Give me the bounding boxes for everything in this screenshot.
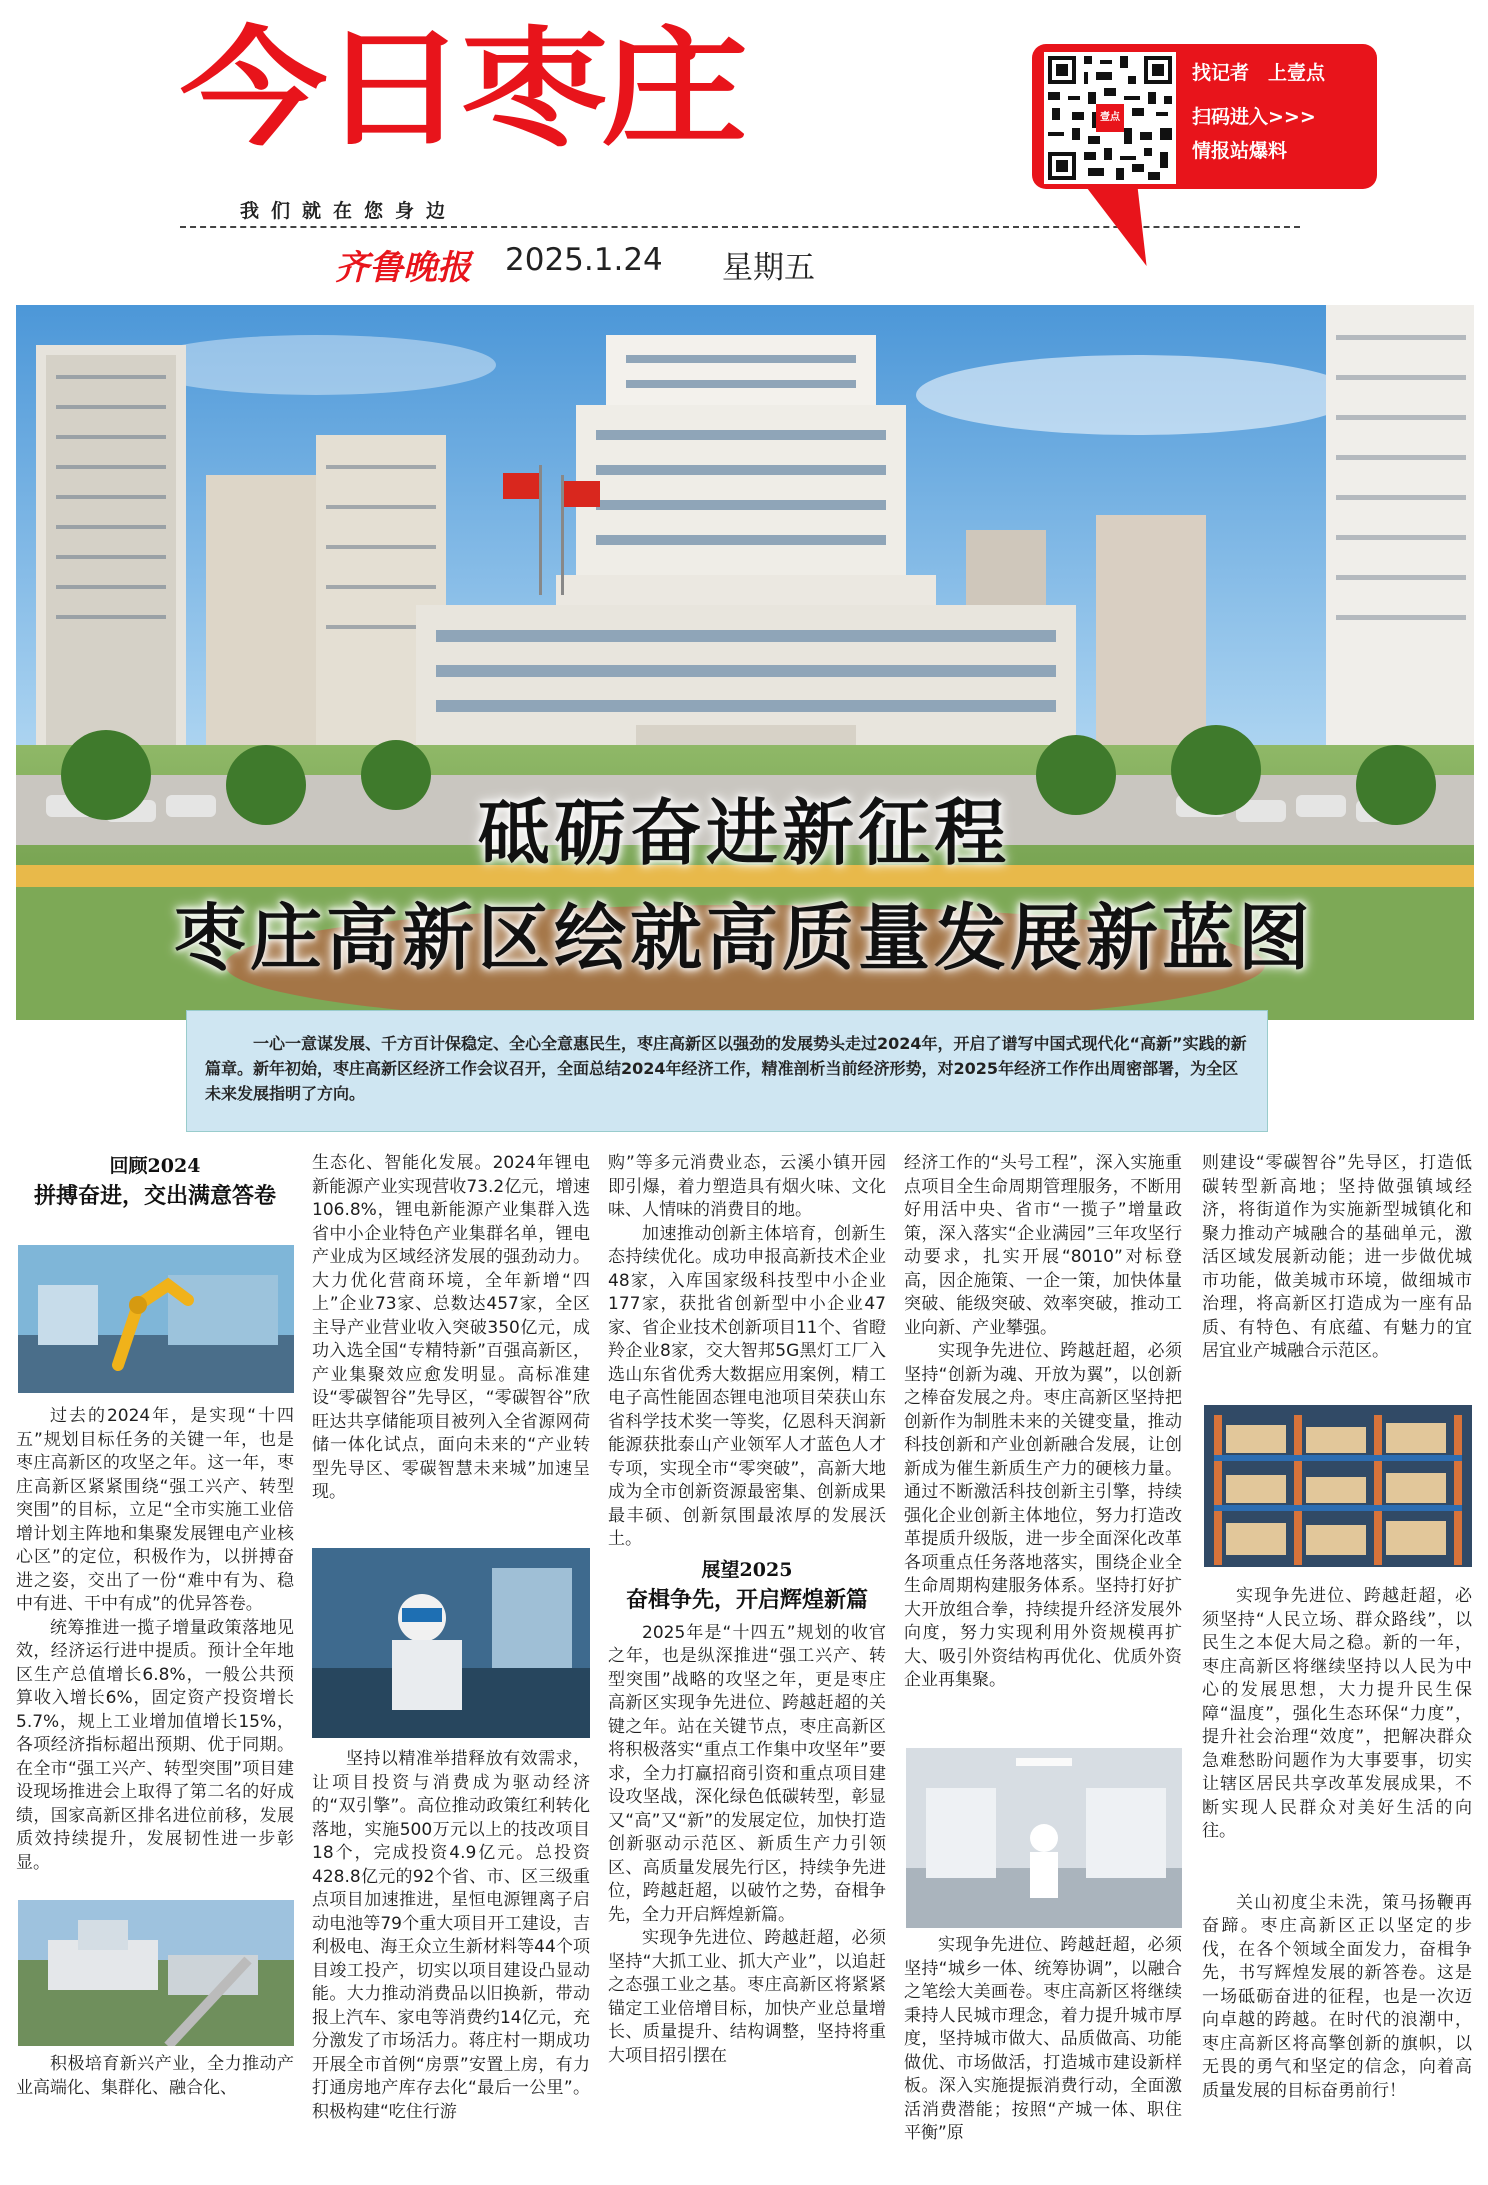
section-2-heading <box>608 1556 886 1616</box>
factory-worker-photo <box>312 1548 590 1738</box>
paper-name: 齐鲁晚报 <box>335 248 471 288</box>
headline-line-2: 枣庄高新区绘就高质量发展新蓝图 <box>173 895 1314 980</box>
issue-weekday: 星期五 <box>722 250 815 286</box>
masthead-logo: 今日枣庄 <box>180 15 742 164</box>
qr-line-2: 扫码进入>>> <box>1192 106 1316 128</box>
column-4-body <box>904 1934 1182 2146</box>
column-1 <box>16 1152 294 1212</box>
issue-date: 2025.1.24 <box>505 242 663 278</box>
headline-line-1: 砥砺奋进新征程 <box>477 790 1010 875</box>
col2-paragraph-2: 坚持以精准举措释放有效需求，让项目投资与消费成为驱动经济的“双引擎”。高位推动政策红利转化落地，实施500万元以上的技改项目18个，完成投资4.9亿元。总投资428.8亿元的92个省、市、区三级重点项目加速推进，星恒电源锂离子启动电池等79个重大项目开工建设，吉利极电、海王众立生新材料等44个项目竣工投产，切实以项目建设凸显动能。大力推动消费品以旧换新，带动报上汽车、家电等消费约14亿元，充分激发了市场活力。蒋庄村一期成功开展全市首例“房票”安置上房，有力打通房地产库存去化“最后一公里”。积极构建“吃住行游 <box>312 1749 590 2122</box>
intro-text: 一心一意谋发展、千方百计保稳定、全心全意惠民生，枣庄高新区以强劲的发展势头走过2024年，开启了谱写中国式现代化“高新”实践的新篇章。新年初始，枣庄高新区经济工作会议召开，全面总结2024年经济工作，精准剖析当前经济形势，对2025年经济工作作出周密部署，为全区未来发展指明了方向。 <box>205 1034 1247 1103</box>
column-3 <box>608 1152 886 2068</box>
col2-paragraph-1: 生态化、智能化发展。2024年锂电新能源产业实现营收73.2亿元，增速106.8%，锂电新能源产业集群入选省中小企业特色产业集群名单，锂电产业成为区域经济发展的强劲动力。大力优化营商环境，全年新增“四上”企业73家、总数达457家，全区主导产业营业收入突破350亿元，成功入选全国“专精特新”百强高新区，产业集聚效应愈发明显。高标准建设“零碳智谷”先导区，“零碳智谷”欣旺达共享储能项目被列入全省源网荷储一体化试点，面向未来的“产业转型先导区、零碳智慧未来城”加速呈现。 <box>312 1153 590 1502</box>
col3-paragraph-4: 实现争先进位、跨越赶超，必须坚持“大抓工业、抓大产业”，以追赶之态强工业之基。枣庄高新区将紧紧锚定工业倍增目标，加快产业总量增长、质量提升、结构调整，坚持将重大项目招引摆在 <box>608 1928 886 2066</box>
col3-paragraph-1: 购”等多元消费业态，云溪小镇开园即引爆，着力塑造具有烟火味、文化味、人情味的消费目的地。 <box>608 1153 886 1220</box>
section-2-kicker: 展望2025 <box>701 1558 793 1581</box>
col4-paragraph-3: 实现争先进位、跨越赶超，必须坚持“城乡一体、统筹协调”，以融合之笔绘大美画卷。枣庄高新区将继续秉持人民城市理念，着力提升城市厚度，坚持城市做大、品质做高、功能做优、市场做活，打造城市建设新样板。深入实施提振消费行动，全面激活消费潜能；按照“产城一体、职住平衡”原 <box>904 1935 1182 2143</box>
section-1-title: 拼搏奋进，交出满意答卷 <box>33 1183 276 1209</box>
qr-code-icon[interactable] <box>1044 52 1176 184</box>
masthead <box>180 15 900 200</box>
column-2-body <box>312 1748 590 2124</box>
masthead-slogan: 我们就在您身边 <box>240 200 458 222</box>
col3-paragraph-3: 2025年是“十四五”规划的收官之年，也是纵深推进“强工兴产、转型突围”战略的攻坚之年，更是枣庄高新区实现争先进位、跨越赶超的关键之年。站在关键节点，枣庄高新区将积极落实“重点工作集中攻坚年”要求，全力打赢招商引资和重点项目建设攻坚战，深化绿色低碳转型，彰显又“高”又“新”的发展定位，加快打造创新驱动示范区、新质生产力引领区、高质量发展先行区，持续争先进位，跨越赶超，以破竹之势，奋楫争先，全力开启辉煌新篇。 <box>608 1622 886 1925</box>
industrial-park-aerial-photo <box>18 1900 294 2046</box>
col1-paragraph-1: 过去的2024年，是实现“十四五”规划目标任务的关键一年，也是枣庄高新区的攻坚之年。这一年，枣庄高新区紧紧围绕“强工兴产、转型突围”的目标，立足“全市实施工业倍增计划主阵地和集聚发展锂电产业核心区”的定位，积极作为，以拼搏奋进之姿，交出了一份“难中有为、稳中有进、干中有成”的优异答卷。 <box>16 1406 294 1614</box>
col5-paragraph-2: 实现争先进位、跨越赶超，必须坚持“人民立场、群众路线”，以民生之本促大局之稳。新的一年，枣庄高新区将继续坚持以人民为中心的发展思想，大力提升民生保障“温度”，强化生态环保“力度”，提升社会治理“效度”，把解决群众急难愁盼问题作为大事要事，切实让辖区居民共享改革发展成果，不断实现人民群众对美好生活的向往。 <box>1202 1586 1472 1841</box>
column-1-body <box>16 1405 294 1875</box>
column-5-body <box>1202 1585 1472 2103</box>
section-1-kicker: 回顾2024 <box>109 1155 201 1177</box>
qr-line-1: 找记者 上壹点 <box>1192 62 1326 84</box>
col3-paragraph-2: 加速推动创新主体培育，创新生态持续优化。成功申报高新技术企业48家，入库国家级科技型中小企业177家，获批省创新型中小企业47家、省企业技术创新项目11个、省瞪羚企业8家，交大智邦5G黑灯工厂入选山东省优秀大数据应用案例，精工电子高性能固态锂电池项目荣获山东省科学技术奖一等奖，亿恩科天润新能源获批泰山产业领军人才蓝色人才专项，实现全市“零突破”，高新大地成为全市创新资源最密集、创新成果最丰硕、创新氛围最浓厚的发展沃土。 <box>608 1223 886 1549</box>
col5-paragraph-1: 则建设“零碳智谷”先导区，打造低碳转型新高地；坚持做强镇域经济，将街道作为实施新型城镇化和聚力推动产城融合的基础单元，激活区域发展新动能；进一步做优城市功能，做美城市环境，做细城市治理，将高新区打造成为一座有品质、有特色、有底蕴、有魅力的宜居宜业产城融合示范区。 <box>1202 1153 1472 1361</box>
column-1-tail <box>16 2053 294 2100</box>
col5-paragraph-3: 关山初度尘未洗，策马扬鞭再奋蹄。枣庄高新区正以坚定的步伐，在各个领域全面发力，奋楫争先，书写辉煌发展的新答卷。这是一场砥砺奋进的征程，也是一次迈向卓越的跨越。在时代的浪潮中，枣庄高新区将高擎创新的旗帜，以无畏的勇气和坚定的信念，向着高质量发展的目标奋勇前行！ <box>1202 1892 1472 2101</box>
column-5 <box>1202 1152 1472 1364</box>
col4-paragraph-1: 经济工作的“头号工程”，深入实施重点项目全生命周期管理服务，不断用好用活中央、省市“一揽子”增量政策，深入落实“企业满园”三年攻坚行动要求，扎实开展“8010”对标登高，因企施策、一企一策，加快体量突破、能级突破、效率突破，推动工业向新、产业攀强。 <box>904 1153 1182 1338</box>
warehouse-shelves-photo <box>1204 1405 1472 1567</box>
col1-paragraph-3: 积极培育新兴产业，全力推动产业高端化、集群化、融合化、 <box>16 2054 294 2098</box>
intro-box <box>186 1010 1268 1132</box>
column-2 <box>312 1152 590 1505</box>
qr-center-label: 壹点 <box>1100 112 1120 123</box>
clean-room-lab-photo <box>906 1748 1182 1928</box>
col4-paragraph-2: 实现争先进位、跨越赶超，必须坚持“创新为魂、开放为翼”，以创新之棒奋发展之舟。枣庄高新区坚持把创新作为制胜未来的关键变量，推动科技创新和产业创新融合发展，让创新成为催生新质生产力的硬核力量。通过不断激活科技创新主引擎，持续强化企业创新主体地位，努力打造改革提质升级版，进一步全面深化改革各项重点任务落地落实，围绕企业全生命周期构建服务体系。坚持打好扩大开放组合拳，持续提升经济发展外向度，努力实现利用外资规模再扩大、吸引外资结构再优化、优质外资企业再集聚。 <box>904 1341 1182 1690</box>
section-1-heading <box>16 1152 294 1212</box>
column-4 <box>904 1152 1182 1693</box>
robot-arm-photo <box>18 1245 294 1393</box>
section-2-title: 奋楫争先，开启辉煌新篇 <box>625 1586 868 1613</box>
qr-line-3: 情报站爆料 <box>1192 140 1288 162</box>
col1-paragraph-2: 统筹推进一揽子增量政策落地见效，经济运行进中提质。预计全年地区生产总值增长6.8%，一般公共预算收入增长6%，固定资产投资增长5.7%，规上工业增加值增长15%，各项经济指标超出预期、优于同期。在全市“强工兴产、转型突围”项目建设现场推进会上取得了第二名的好成绩，国家高新区排名进位前移，发展质效持续提升，发展韧性进一步彰显。 <box>16 1617 294 1873</box>
